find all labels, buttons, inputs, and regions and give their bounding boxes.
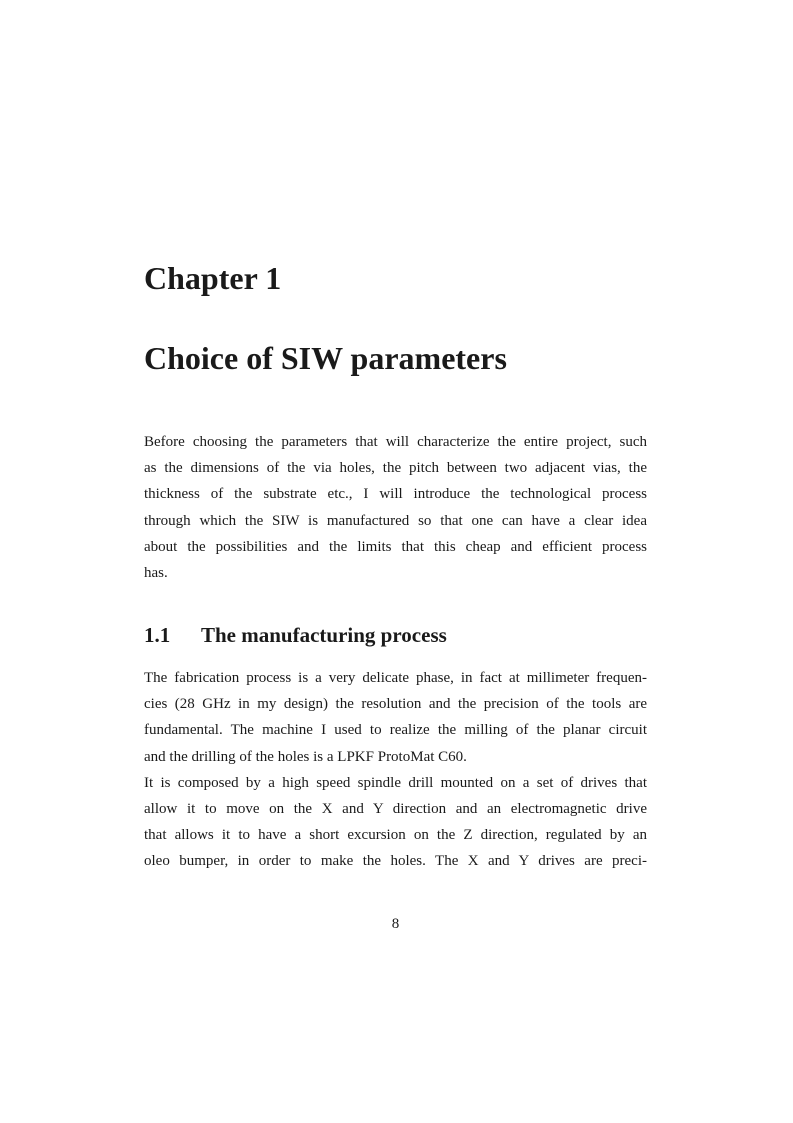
paragraph-line: The fabrication process is a very delicate phase, in fact at millimeter frequen- (144, 670, 647, 686)
paragraph-line: as the dimensions of the via holes, the pitch between two adjacent vias, the (144, 460, 647, 477)
paragraph-line: Before choosing the parameters that will characterize the entire project, such (144, 434, 647, 450)
intro-paragraph (144, 429, 647, 586)
paragraph-line: It is composed by a high speed spindle drill mounted on a set of drives that (144, 774, 647, 791)
paragraph-line: about the possibilities and the limits that this cheap and efficient process (144, 538, 647, 555)
paragraph-line: and the drilling of the holes is a LPKF ProtoMat C60. (144, 748, 467, 765)
paragraph-line: cies (28 GHz in my design) the resolution and the precision of the tools are (144, 696, 647, 713)
document-page (144, 0, 647, 1123)
chapter-title: Choice of SIW parameters (144, 340, 507, 376)
section-title: The manufacturing process (201, 623, 447, 647)
paragraph-line: thickness of the substrate etc., I will introduce the technological process (144, 486, 647, 503)
body-paragraph (144, 665, 647, 875)
paragraph-line: fundamental. The machine I used to realize the milling of the planar circuit (144, 722, 647, 739)
paragraph-line: through which the SIW is manufactured so that one can have a clear idea (144, 512, 647, 529)
paragraph-line: has. (144, 564, 168, 581)
section-heading (144, 620, 447, 650)
paragraph-line: allow it to move on the X and Y direction and an electromagnetic drive (144, 800, 647, 817)
chapter-label: Chapter 1 (144, 260, 282, 296)
section-number: 1.1 (144, 623, 171, 647)
paragraph-line: oleo bumper, in order to make the holes. The X and Y drives are preci- (144, 853, 647, 870)
paragraph-line: that allows it to have a short excursion on the Z direction, regulated by an (144, 827, 647, 844)
page-number: 8 (391, 916, 400, 932)
